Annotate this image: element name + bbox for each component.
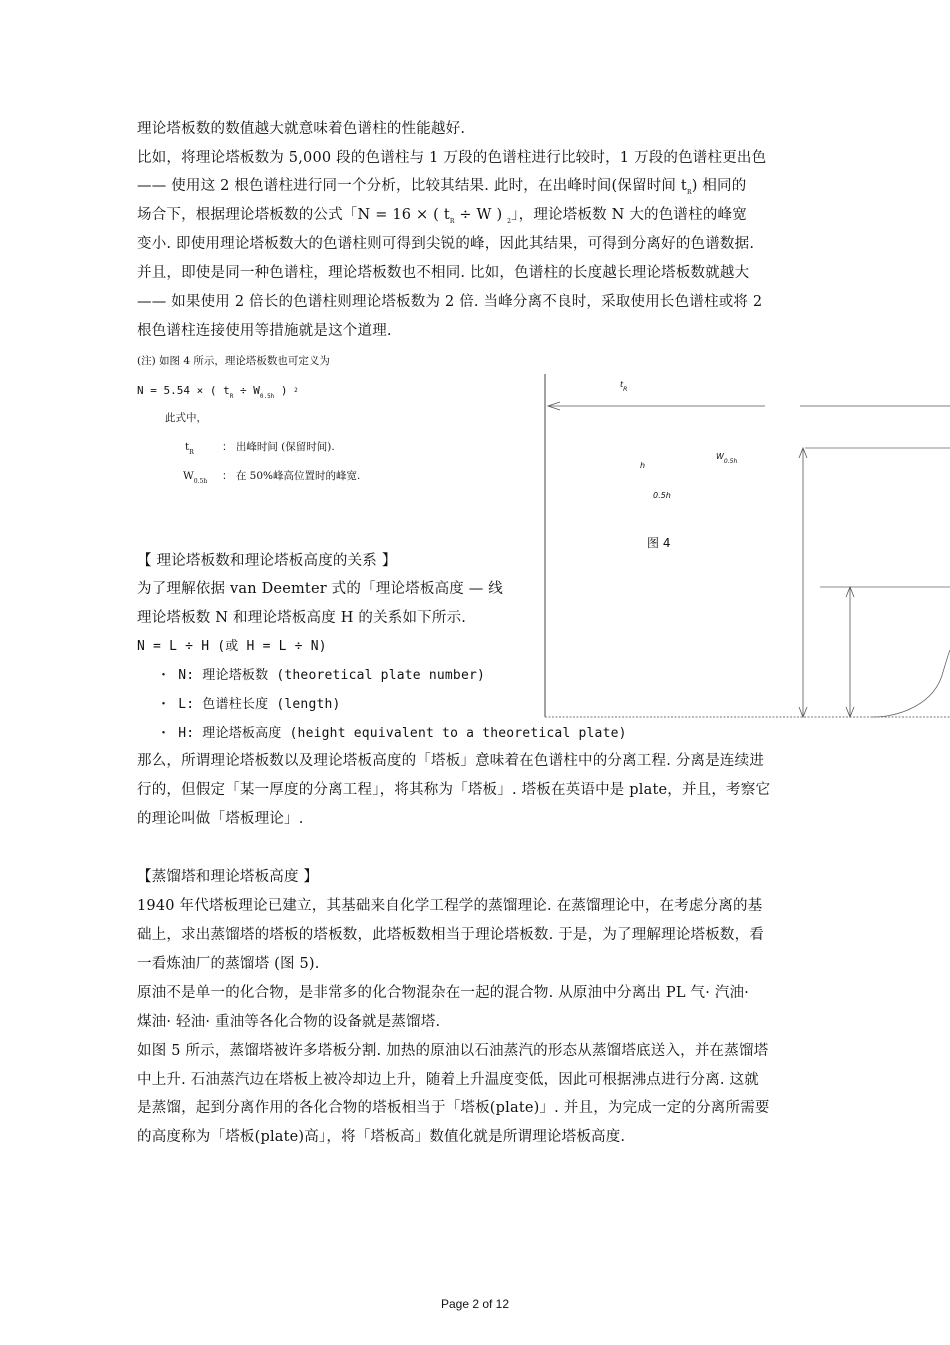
section1-line4: 行的，但假定「某一厚度的分离工程」，将其称为「塔板」. 塔板在英语中是 plate，并且，考察它 xyxy=(137,782,771,798)
symbol-t: t xyxy=(185,441,190,453)
peak-curve xyxy=(872,650,950,717)
section2-line8: 是蒸馏，起到分离作用的各化合物的塔板相当于「塔板(plate)」. 并且，为完成一定的分离所需要 xyxy=(137,1100,770,1116)
bullet-n: ・ N: 理论塔板数 (theoretical plate number) xyxy=(157,668,486,683)
note-def-tr-text: ： 出峰时间 (保留时间). xyxy=(222,441,335,453)
para1-line2: 比如，将理论塔板数为 5,000 段的色谱柱与 1 万段的色谱柱进行比较时，1 万段的色谱柱更出色 xyxy=(137,150,767,166)
para1-line3 xyxy=(137,177,746,202)
section2-line1: 1940 年代塔板理论已建立，其基础来自化学工程学的蒸馏理论. 在蒸馏理论中，在考虑分离的基 xyxy=(137,898,763,914)
para1-line4-end: 」，理论塔板数 N 大的色谱柱的峰宽 xyxy=(511,207,747,223)
figure-label-h: h xyxy=(640,461,646,470)
figure-subscript-r: R xyxy=(623,386,628,393)
figure-4 xyxy=(540,372,950,752)
para1-line8: 根色谱柱连接使用等措施就是这个道理. xyxy=(137,323,392,339)
section1-line2: 理论塔板数 N 和理论塔板高度 H 的关系如下所示. xyxy=(137,610,467,626)
figure-label-05h: 0.5h xyxy=(653,491,671,500)
para1-line1: 理论塔板数的数值越大就意味着色谱柱的性能越好. xyxy=(137,121,466,137)
subscript-r: R xyxy=(449,218,455,225)
section2-line2: 础上，求出蒸馏塔的塔板的塔板数，此塔板数相当于理论塔板数. 于是，为了理解理论塔板数，看 xyxy=(137,927,765,943)
note-intro: (注) 如图 4 所示，理论塔板数也可定义为 xyxy=(137,355,330,367)
section2-line5: 煤油· 轻油· 重油等各化合物的设备就是蒸馏塔. xyxy=(137,1014,441,1030)
exponent-2: 2 xyxy=(294,387,298,394)
peak-diagram xyxy=(540,372,950,752)
section1-line3: 那么，所谓理论塔板数以及理论塔板高度的「塔板」意味着在色谱柱中的分离工程. 分离是连续进 xyxy=(137,753,765,769)
note-def-w-text: ： 在 50%峰高位置时的峰宽. xyxy=(222,470,361,482)
note-formula-mid: ÷ W xyxy=(233,384,260,397)
note-formula-end: ) xyxy=(274,384,295,397)
subscript-05h: 0.5h xyxy=(193,478,208,485)
figure-caption: 图 4 xyxy=(647,536,671,550)
note-where: 此式中， xyxy=(165,412,207,424)
section2-line9: 的高度称为「塔板(plate)高」，将「塔板高」数值化就是所谓理论塔板高度. xyxy=(137,1129,626,1145)
para1-line6: 并且，即使是同一种色谱柱，理论塔板数也不相同. 比如，色谱柱的长度越长理论塔板数就越大 xyxy=(137,265,750,281)
section1-formula: N = L ÷ H (或 H = L ÷ N) xyxy=(137,639,327,654)
page-number: Page 2 of 12 xyxy=(440,1297,510,1311)
figure-label-tr xyxy=(620,380,627,393)
section2-heading: 【蒸馏塔和理论塔板高度 】 xyxy=(137,869,319,885)
para1-line4-text: 场合下，根据理论塔板数的公式「N = 16 × ( t xyxy=(137,207,450,223)
figure-symbol-t: t xyxy=(620,380,624,389)
figure-subscript-05h: 0.5h xyxy=(723,458,738,465)
note-def-tr xyxy=(185,441,194,459)
para1-line4 xyxy=(137,206,747,231)
para1-line3-end: ) 相同的 xyxy=(691,178,747,194)
bullet-l: ・ L: 色谱柱长度 (length) xyxy=(157,697,341,712)
note-formula-text: N = 5.54 × ( t xyxy=(137,384,230,397)
section2-line6: 如图 5 所示，蒸馏塔被许多塔板分割. 加热的原油以石油蒸汽的形态从蒸馏塔底送入，并在蒸馏塔 xyxy=(137,1043,769,1059)
figure-label-w xyxy=(716,452,737,465)
para1-line3-text: —— 使用这 2 根色谱柱进行同一个分析，比较其结果. 此时，在出峰时间(保留时间 t xyxy=(137,178,687,194)
note-formula xyxy=(137,384,298,403)
subscript-r: R xyxy=(189,449,194,456)
para1-line7: —— 如果使用 2 倍长的色谱柱则理论塔板数为 2 倍. 当峰分离不良时，采取使用长色谱柱或将 2 xyxy=(137,294,763,310)
exponent-2: 2 xyxy=(507,218,512,225)
para1-line4-mid: ÷ W ) xyxy=(454,207,508,223)
subscript-r: R xyxy=(686,189,692,196)
para1-line5: 变小. 即使用理论塔板数大的色谱柱则可得到尖锐的峰，因此其结果，可得到分离好的色谱数据. xyxy=(137,236,755,252)
section2-line3: 一看炼油厂的蒸馏塔 (图 5). xyxy=(137,956,320,972)
note-def-w xyxy=(183,470,207,488)
section1-heading: 【 理论塔板数和理论塔板高度的关系 】 xyxy=(137,553,397,569)
subscript-r: R xyxy=(229,393,234,400)
section1-line1: 为了理解依据 van Deemter 式的「理论塔板高度 — 线 xyxy=(137,581,503,597)
figure-symbol-w: W xyxy=(716,452,724,461)
section1-line5: 的理论叫做「塔板理论」. xyxy=(137,811,304,827)
section2-line4: 原油不是单一的化合物，是非常多的化合物混杂在一起的混合物. 从原油中分离出 PL 气· 汽油· xyxy=(137,985,750,1001)
bullet-h: ・ H: 理论塔板高度 (height equivalent to a theoretical plate) xyxy=(157,726,627,741)
subscript-05h: 0.5h xyxy=(259,393,275,400)
section2-line7: 中上升. 石油蒸汽边在塔板上被冷却边上升，随着上升温度变低，因此可根据沸点进行分离. 这就 xyxy=(137,1072,759,1088)
symbol-w: W xyxy=(183,470,194,482)
